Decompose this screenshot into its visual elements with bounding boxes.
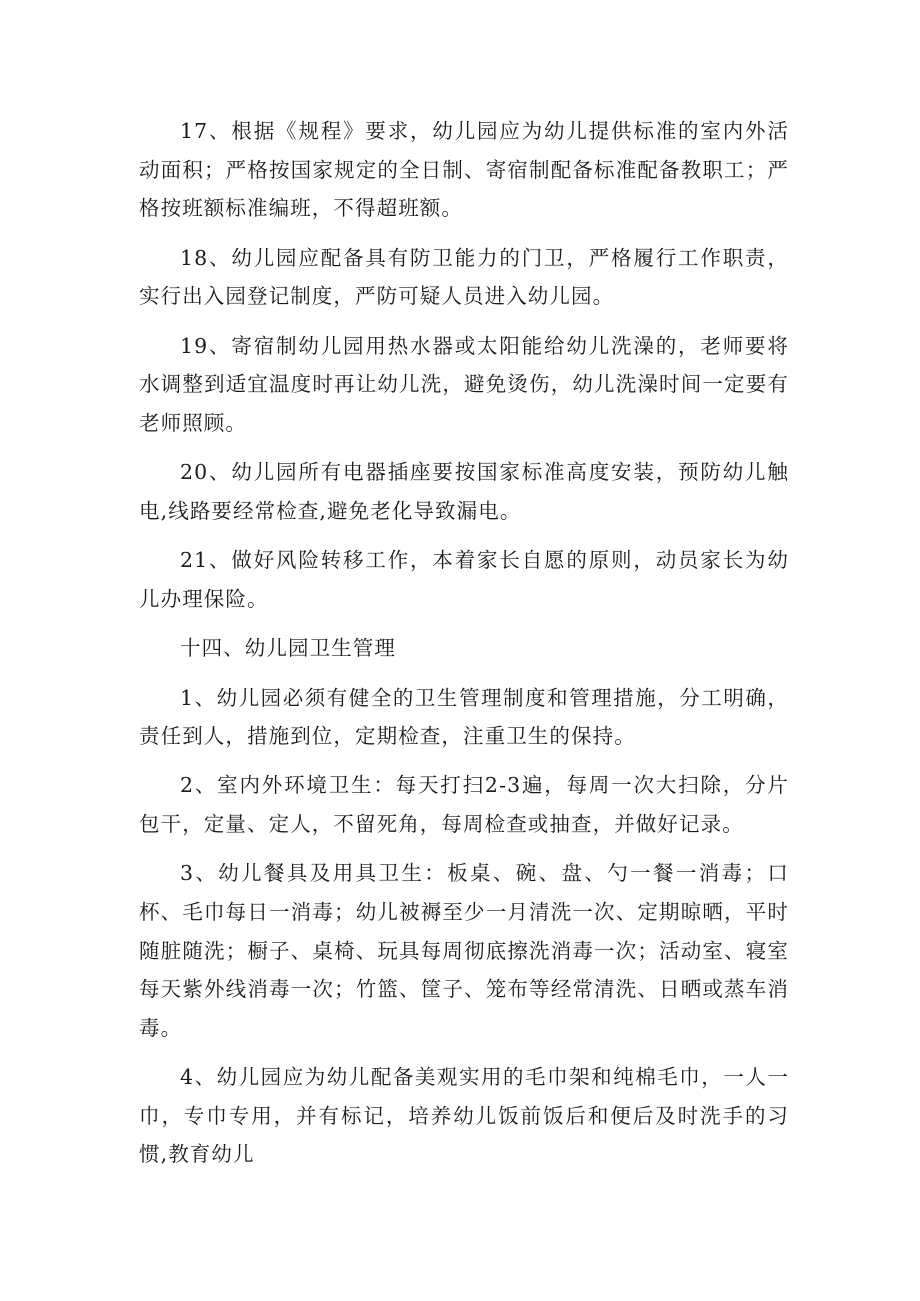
paragraph-18: 18、幼儿园应配备具有防卫能力的门卫，严格履行工作职责，实行出入园登记制度，严防可疑人员进入幼儿园。 xyxy=(139,245,789,309)
paragraph-20: 20、幼儿园所有电器插座要按国家标准高度安装，预防幼儿触电,线路要经常检查,避免老化导致漏电。 xyxy=(139,460,789,523)
paragraph-17: 17、根据《规程》要求，幼儿园应为幼儿提供标准的室内外活动面积；严格按国家规定的全日制、寄宿制配备标准配备教职工；严格按班额标准编班，不得超班额。 xyxy=(139,119,789,221)
document-body xyxy=(139,112,789,1185)
section-paragraph-4: 4、幼儿园应为幼儿配备美观实用的毛巾架和纯棉毛巾，一人一巾，专巾专用，并有标记，培养幼儿饭前饭后和便后及时洗手的习惯,教育幼儿 xyxy=(139,1065,789,1167)
paragraph-19: 19、寄宿制幼儿园用热水器或太阳能给幼儿洗澡的，老师要将水调整到适宜温度时再让幼儿洗，避免烫伤，幼儿洗澡时间一定要有老师照顾。 xyxy=(139,333,789,435)
paragraph-21: 21、做好风险转移工作，本着家长自愿的原则，动员家长为幼儿办理保险。 xyxy=(139,548,789,611)
section-heading: 十四、幼儿园卫生管理 xyxy=(180,636,396,661)
section-paragraph-2: 2、室内外环境卫生：每天打扫2-3遍，每周一次大扫除，分片包干，定量、定人，不留死角，每周检查或抽查，并做好记录。 xyxy=(139,773,789,837)
section-paragraph-1: 1、幼儿园必须有健全的卫生管理制度和管理措施，分工明确，责任到人，措施到位，定期检查，注重卫生的保持。 xyxy=(139,685,789,749)
section-paragraph-3: 3、幼儿餐具及用具卫生：板桌、碗、盘、勺一餐一消毒；口杯、毛巾每日一消毒；幼儿被褥至少一月清洗一次、定期晾晒，平时随脏随洗；橱子、桌椅、玩具每周彻底擦洗消毒一次；活动室、寝室每天紫外线消毒一次；竹篮、筐子、笼布等经常清洗、日晒或蒸车消毒。 xyxy=(139,861,789,1040)
